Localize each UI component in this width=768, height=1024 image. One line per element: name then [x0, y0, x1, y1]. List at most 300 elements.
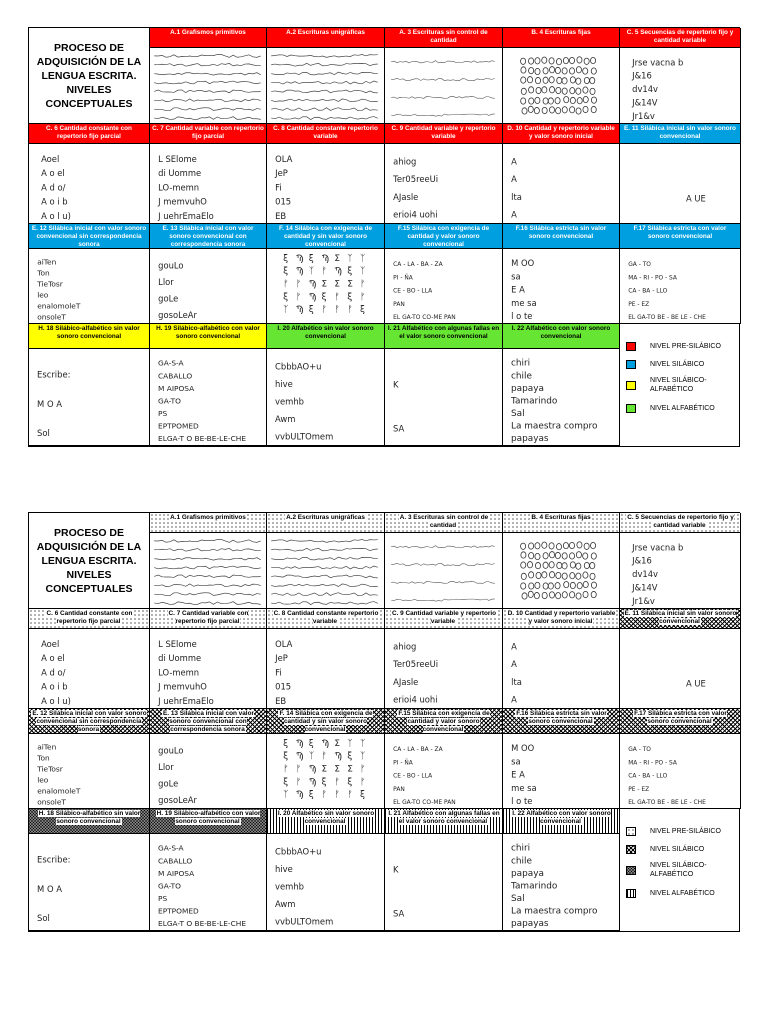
handwriting-line: Escribe:	[37, 854, 71, 865]
handwriting-line: papaya	[511, 383, 544, 394]
handwriting-line: ahiog	[393, 156, 417, 167]
svg-text:Σ: Σ	[321, 764, 328, 775]
handwriting-line: Ton	[37, 268, 50, 278]
writing-sample	[29, 349, 150, 446]
level-header-label: A.1 Grafismos primitivos	[170, 29, 246, 36]
handwriting-line: GA - TO	[628, 747, 651, 754]
level-header-label: A.2 Escrituras unigráficas	[286, 514, 365, 521]
level-header	[150, 513, 267, 533]
handwriting-line: CABALLO	[158, 856, 193, 866]
handwriting-image	[29, 834, 149, 930]
svg-text:ξ: ξ	[321, 292, 327, 303]
handwriting-line: CE - BO - LLA	[393, 773, 433, 780]
legend-label: NIVEL PRE-SILÁBICO	[650, 828, 721, 835]
handwriting-line: PS	[158, 894, 168, 904]
legend-item	[626, 827, 728, 836]
handwriting-line: 015	[275, 196, 292, 207]
handwriting-image	[620, 533, 740, 608]
level-header	[503, 609, 620, 629]
svg-text:Ϡ: Ϡ	[334, 751, 343, 762]
svg-text:Σ: Σ	[334, 738, 340, 749]
svg-text:Ϡ: Ϡ	[295, 305, 304, 316]
handwriting-line: sa	[511, 271, 521, 282]
handwriting-line: PAN	[393, 301, 405, 308]
handwriting-image	[29, 349, 149, 445]
legend-label: NIVEL SILÁBICO-ALFABÉTICO	[650, 862, 707, 878]
handwriting-image	[503, 834, 619, 930]
level-header-label: E. 12 Silábica inicial con valor sonoro convencional sin correspondencia sonora	[32, 710, 147, 733]
handwriting-line: A o i b	[41, 681, 68, 692]
handwriting-line: LO-memn	[158, 182, 200, 193]
level-header	[150, 809, 267, 834]
legend-item	[626, 861, 728, 879]
handwriting-line: l o te	[511, 311, 533, 322]
level-header-label: A.1 Grafismos primitivos	[170, 514, 246, 521]
svg-text:ᚠ: ᚠ	[360, 777, 366, 788]
svg-text:ξ: ξ	[308, 738, 314, 749]
level-header-label: H. 18 Silábico-alfabético sin valor sonoro convencional	[38, 810, 141, 825]
writing-sample	[620, 629, 741, 709]
svg-text:ᚠ: ᚠ	[295, 777, 302, 788]
handwriting-image	[385, 533, 502, 608]
svg-text:Ϡ: Ϡ	[321, 253, 330, 264]
handwriting-line: ELGA-T O BE-BE-LE-CHE	[158, 434, 247, 444]
svg-text:ξ: ξ	[283, 253, 289, 264]
level-header-label: C. 8 Cantidad constante repertorio variable	[273, 610, 379, 625]
writing-sample	[267, 144, 385, 224]
level-header-label: H. 18 Silábico-alfabético sin valor sonoro convencional	[38, 325, 140, 340]
svg-text:Ϡ: Ϡ	[308, 292, 317, 303]
level-header-label: F. 14 Silábica con exigencia de cantidad y sin valor sonoro convencional	[278, 225, 373, 248]
level-header	[267, 28, 385, 48]
handwriting-line: L SElome	[158, 153, 197, 164]
handwriting-image	[267, 48, 384, 123]
handwriting-line: J memvuhO	[158, 681, 207, 692]
svg-text:ᚠ: ᚠ	[295, 279, 302, 290]
level-header-label: C. 9 Cantidad variable y repertorio variable	[391, 125, 496, 140]
level-header	[503, 124, 620, 144]
svg-text:Ϡ: Ϡ	[308, 279, 317, 290]
svg-text:Ϡ: Ϡ	[295, 266, 304, 277]
handwriting-line: 015	[275, 681, 292, 692]
handwriting-line: JeP	[275, 653, 288, 664]
svg-text:Σ: Σ	[321, 279, 328, 290]
handwriting-line: Sal	[511, 894, 525, 905]
handwriting-image	[267, 834, 384, 930]
svg-text:ξ: ξ	[360, 790, 365, 801]
writing-sample	[620, 48, 741, 124]
svg-text:ᛉ: ᛉ	[360, 253, 366, 264]
svg-text:Σ: Σ	[334, 764, 340, 775]
writing-sample	[385, 349, 503, 446]
svg-text:ξ: ξ	[308, 790, 314, 801]
handwriting-line: PI - ÑA	[393, 275, 413, 282]
writing-sample	[267, 834, 385, 931]
writing-sample	[385, 629, 503, 709]
legend-swatch	[626, 360, 636, 369]
handwriting-image	[150, 144, 266, 223]
handwriting-line: Sal	[511, 409, 525, 420]
level-header-label: I. 20 Alfabético sin valor sonoro convencional	[277, 325, 374, 340]
level-header-label: F.17 Silábica estricta con valor sonoro convencional	[634, 710, 727, 725]
writing-sample	[385, 834, 503, 931]
level-header	[385, 709, 503, 734]
handwriting-line: onsoleT	[37, 797, 66, 807]
handwriting-line: La maestra compro	[511, 421, 598, 432]
svg-text:ᚠ: ᚠ	[321, 790, 327, 801]
handwriting-line: CABALLO	[158, 371, 193, 381]
svg-text:ᛉ: ᛉ	[308, 266, 315, 277]
handwriting-line: Llor	[158, 277, 174, 288]
legend-item	[626, 360, 728, 369]
handwriting-image	[385, 144, 502, 223]
handwriting-line: aiTen	[37, 257, 57, 267]
handwriting-line: Escribe:	[37, 369, 71, 380]
handwriting-image	[267, 144, 384, 223]
handwriting-line: A o l u)	[41, 210, 71, 221]
svg-text:Ϡ: Ϡ	[295, 790, 304, 801]
writing-sample	[503, 144, 620, 224]
legend-swatch	[626, 866, 636, 875]
level-header-label: E. 11 Silábica inicial sin valor sonoro convencional	[624, 610, 737, 625]
level-header	[29, 224, 150, 249]
handwriting-line: Ton	[37, 753, 50, 763]
handwriting-image	[503, 144, 619, 223]
legend-swatch	[626, 404, 636, 413]
handwriting-line: A	[511, 694, 517, 705]
handwriting-line: chile	[511, 856, 532, 867]
level-header	[385, 124, 503, 144]
level-header-label: F.16 Silábica estricta sin valor sonoro convencional	[515, 225, 607, 240]
level-header-label: E. 11 Silábica inicial sin valor sonoro convencional	[624, 125, 736, 140]
svg-text:ᛉ: ᛉ	[347, 738, 353, 749]
handwriting-line: sa	[511, 756, 521, 767]
handwriting-line: J&16	[632, 555, 652, 566]
handwriting-line: A o l u)	[41, 695, 71, 706]
handwriting-image	[620, 734, 740, 808]
legend-item	[626, 845, 728, 854]
handwriting-image	[150, 249, 266, 323]
handwriting-image	[503, 734, 619, 808]
level-header-label: C. 6 Cantidad constante con repertorio fijo parcial	[46, 125, 132, 140]
level-header	[503, 709, 620, 734]
handwriting-image	[267, 249, 384, 323]
handwriting-line: AJasle	[393, 191, 419, 202]
writing-sample	[150, 734, 267, 809]
svg-text:ᚠ: ᚠ	[295, 764, 302, 775]
writing-sample	[503, 48, 620, 124]
svg-text:ᛉ: ᛉ	[360, 738, 366, 749]
level-header	[503, 513, 620, 533]
level-header-label: A. 3 Escrituras sin control de cantidad	[399, 29, 488, 44]
handwriting-line: CbbbAO+u	[275, 361, 322, 372]
handwriting-line: di Uomme	[158, 168, 202, 179]
handwriting-line: onsoleT	[37, 312, 66, 322]
level-header	[29, 609, 150, 629]
svg-text:ᚠ: ᚠ	[360, 292, 366, 303]
level-header	[385, 513, 503, 533]
handwriting-image	[29, 629, 149, 708]
level-header	[385, 809, 503, 834]
level-header	[150, 324, 267, 349]
handwriting-line: CA - LA - BA - ZA	[393, 262, 443, 269]
level-header	[150, 28, 267, 48]
handwriting-line: papaya	[511, 868, 544, 879]
legend-swatch	[626, 889, 636, 898]
handwriting-line: GA-S-A	[158, 843, 184, 853]
writing-sample	[29, 249, 150, 324]
handwriting-image	[267, 349, 384, 445]
handwriting-line: L SElome	[158, 638, 197, 649]
level-header-label: C. 5 Secuencias de repertorio fijo y cantidad variable	[627, 514, 734, 529]
handwriting-image	[150, 629, 266, 708]
level-header-label: E. 13 Silábica inicial con valor sonoro convencional con correspondencia sonora	[163, 710, 254, 733]
level-header-label: H. 19 Silábico-alfabético con valor sonoro convencional	[156, 810, 261, 825]
level-header-label: B. 4 Escrituras fijas	[531, 514, 591, 521]
handwriting-line: SA	[393, 908, 405, 919]
handwriting-line: EL GA-TO CO-ME PAN	[393, 800, 456, 807]
svg-text:ξ: ξ	[360, 305, 365, 316]
svg-text:ᚠ: ᚠ	[347, 305, 353, 316]
svg-text:ξ: ξ	[283, 751, 289, 762]
handwriting-line: J memvuhO	[158, 196, 207, 207]
writing-sample	[150, 834, 267, 931]
handwriting-line: J&14V	[632, 97, 658, 108]
writing-sample	[150, 249, 267, 324]
svg-text:Ϡ: Ϡ	[295, 253, 304, 264]
handwriting-line: TieTosr	[37, 279, 63, 289]
level-header-label: F. 14 Silábica con exigencia de cantidad y sin valor sonoro convencional	[279, 710, 373, 733]
handwriting-line: LO-memn	[158, 667, 200, 678]
handwriting-image	[29, 144, 149, 223]
level-header-label: E. 13 Silábica inicial con valor sonoro convencional con correspondencia sonora	[162, 225, 254, 248]
handwriting-line: vemhb	[275, 881, 305, 892]
handwriting-line: J&14V	[632, 582, 658, 593]
level-header	[267, 513, 385, 533]
level-header	[503, 324, 620, 349]
svg-text:Ϡ: Ϡ	[295, 738, 304, 749]
legend-swatch	[626, 845, 636, 854]
svg-text:ᛉ: ᛉ	[308, 751, 315, 762]
handwriting-line: gouLo	[158, 260, 184, 271]
level-header	[385, 224, 503, 249]
svg-text:ᚠ: ᚠ	[360, 764, 366, 775]
level-header-label: I. 22 Alfabético con valor sonoro convencional	[512, 810, 611, 825]
svg-text:ᚠ: ᚠ	[360, 279, 366, 290]
level-header-label: C. 7 Cantidad variable con repertorio fijo parcial	[168, 610, 249, 625]
handwriting-image	[620, 144, 740, 223]
handwriting-line: chile	[511, 371, 532, 382]
handwriting-line: enalomoleT	[37, 786, 81, 796]
svg-text:ᛉ: ᛉ	[347, 253, 353, 264]
writing-sample	[385, 144, 503, 224]
handwriting-line: Tamarindo	[511, 881, 558, 892]
level-header	[267, 809, 385, 834]
writing-sample	[267, 249, 385, 324]
writing-sample	[385, 533, 503, 609]
level-header	[150, 224, 267, 249]
handwriting-line: me sa	[511, 782, 537, 793]
handwriting-image	[385, 734, 502, 808]
handwriting-line: EL GA-TO CO-ME PAN	[393, 315, 456, 322]
handwriting-line: A	[511, 209, 517, 220]
writing-sample	[29, 734, 150, 809]
svg-text:Ϡ: Ϡ	[321, 738, 330, 749]
handwriting-image	[150, 349, 266, 445]
level-header	[620, 224, 741, 249]
level-header	[267, 324, 385, 349]
writing-sample	[150, 629, 267, 709]
handwriting-line: A o i b	[41, 196, 68, 207]
handwriting-line: M AIPOSA	[158, 868, 195, 878]
legend-item	[626, 889, 728, 898]
handwriting-line: A d o/	[41, 667, 66, 678]
handwriting-line: dv14v	[632, 84, 659, 95]
svg-text:ᚠ: ᚠ	[283, 279, 289, 290]
svg-text:ξ: ξ	[347, 266, 353, 277]
legend	[620, 809, 741, 931]
svg-text:Σ: Σ	[334, 253, 340, 264]
svg-text:ᚠ: ᚠ	[321, 751, 327, 762]
level-header	[503, 809, 620, 834]
level-header	[503, 224, 620, 249]
handwriting-image	[29, 734, 149, 808]
handwriting-image	[267, 533, 384, 608]
svg-text:ᚠ: ᚠ	[321, 305, 327, 316]
handwriting-line: A	[511, 174, 517, 185]
handwriting-line: CE - BO - LLA	[393, 288, 433, 295]
handwriting-line: PE - EZ	[628, 786, 650, 793]
handwriting-line: Jrse vacna b	[632, 542, 684, 553]
handwriting-image	[503, 629, 619, 708]
handwriting-image	[385, 249, 502, 323]
svg-text:ξ: ξ	[283, 266, 289, 277]
svg-text:ξ: ξ	[321, 777, 327, 788]
handwriting-line: MA - RI - PO - SA	[628, 760, 677, 767]
svg-text:ᚠ: ᚠ	[347, 790, 353, 801]
legend-item	[626, 342, 728, 351]
level-header	[267, 224, 385, 249]
handwriting-line: vvbULTOmem	[275, 916, 334, 927]
level-header	[150, 124, 267, 144]
level-header	[620, 709, 741, 734]
handwriting-line: me sa	[511, 297, 537, 308]
handwriting-line: E A	[511, 769, 525, 780]
writing-sample	[29, 834, 150, 931]
level-header	[29, 124, 150, 144]
level-header-label: B. 4 Escrituras fijas	[531, 29, 591, 36]
svg-text:ᛉ: ᛉ	[283, 305, 289, 316]
handwriting-line: K	[393, 864, 399, 875]
handwriting-line: GA - TO	[628, 262, 651, 269]
handwriting-line: CbbbAO+u	[275, 846, 322, 857]
handwriting-line: gouLo	[158, 745, 184, 756]
level-header-label: I. 21 Alfabético con algunas fallas en el valor sonoro convencional	[388, 810, 500, 825]
handwriting-line: M AIPOSA	[158, 383, 195, 393]
legend-label: NIVEL ALFABÉTICO	[650, 405, 715, 412]
handwriting-image	[267, 629, 384, 708]
handwriting-line: PS	[158, 409, 168, 419]
handwriting-line: A UE	[685, 193, 706, 204]
writing-sample	[267, 349, 385, 446]
writing-sample	[267, 533, 385, 609]
svg-text:ᛉ: ᛉ	[360, 751, 366, 762]
handwriting-line: GA-S-A	[158, 358, 184, 368]
writing-sample	[620, 249, 741, 324]
svg-text:ᚠ: ᚠ	[295, 292, 302, 303]
handwriting-line: A	[511, 659, 517, 670]
handwriting-image	[385, 48, 502, 123]
handwriting-line: Awm	[275, 414, 296, 425]
svg-text:ξ: ξ	[283, 292, 289, 303]
writing-sample	[503, 349, 620, 446]
handwriting-image	[150, 533, 266, 608]
handwriting-line: leo	[37, 290, 49, 300]
handwriting-line: di Uomme	[158, 653, 202, 664]
handwriting-line: A o el	[41, 653, 65, 664]
handwriting-line: M O A	[37, 883, 63, 894]
handwriting-line: aiTen	[37, 742, 57, 752]
handwriting-line: OLA	[275, 638, 293, 649]
level-header	[385, 609, 503, 629]
level-header-label: C. 5 Secuencias de repertorio fijo y cantidad variable	[626, 29, 734, 44]
handwriting-image	[29, 249, 149, 323]
handwriting-line: AJasle	[393, 676, 419, 687]
writing-sample	[150, 349, 267, 446]
handwriting-line: lta	[511, 676, 522, 687]
level-header	[620, 28, 741, 48]
level-header	[620, 124, 741, 144]
svg-text:Σ: Σ	[347, 279, 353, 290]
legend-label: NIVEL PRE-SILÁBICO	[650, 343, 721, 350]
level-header	[267, 124, 385, 144]
writing-sample	[503, 249, 620, 324]
writing-sample	[385, 48, 503, 124]
writing-sample	[29, 144, 150, 224]
handwriting-line: A	[511, 641, 517, 652]
level-header-label: A.2 Escrituras unigráficas	[286, 29, 365, 36]
writing-sample	[620, 144, 741, 224]
writing-sample	[503, 533, 620, 609]
handwriting-line: Jr1&v	[632, 595, 655, 606]
handwriting-line: JeP	[275, 168, 288, 179]
handwriting-line: M O A	[37, 398, 63, 409]
handwriting-image	[620, 629, 740, 708]
legend-item	[626, 404, 728, 413]
handwriting-image	[620, 48, 740, 123]
level-header	[267, 709, 385, 734]
handwriting-line: TieTosr	[37, 764, 63, 774]
legend-item	[626, 376, 728, 394]
handwriting-line: Jr1&v	[632, 110, 655, 121]
writing-sample	[267, 734, 385, 809]
handwriting-line: CA - BA - LLO	[628, 773, 668, 780]
svg-text:ξ: ξ	[283, 777, 289, 788]
handwriting-line: EPTPOMED	[158, 906, 199, 916]
handwriting-line: PAN	[393, 786, 405, 793]
handwriting-line: papayas	[511, 919, 549, 930]
handwriting-line: OLA	[275, 153, 293, 164]
level-header	[29, 809, 150, 834]
level-header-label: D. 10 Cantidad y repertorio variable y valor sonoro inicial	[507, 125, 615, 140]
writing-sample	[150, 144, 267, 224]
handwriting-line: EB	[275, 210, 287, 221]
level-header-label: F.17 Silábica estricta con valor sonoro convencional	[633, 225, 727, 240]
level-header-label: F.16 Silábica estricta sin valor sonoro convencional	[516, 710, 607, 725]
handwriting-line: gosoLeAr	[158, 310, 197, 321]
level-header	[150, 609, 267, 629]
svg-text:ᚠ: ᚠ	[334, 790, 340, 801]
